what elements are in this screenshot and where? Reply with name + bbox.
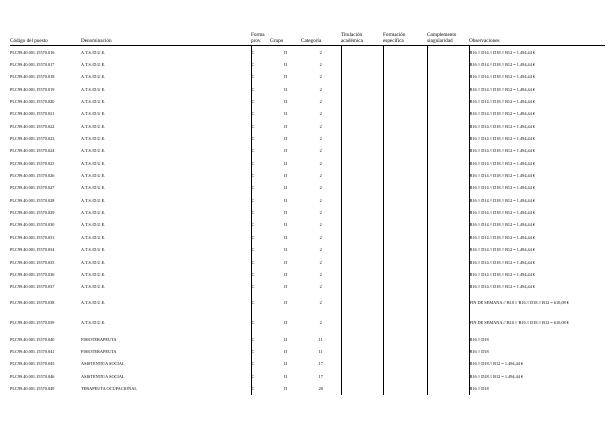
cell-formacion xyxy=(383,169,427,181)
cell-categoria: 2 xyxy=(319,210,322,216)
table-row xyxy=(10,145,605,157)
cell-categoria: 2 xyxy=(319,185,322,191)
table-row xyxy=(10,46,605,59)
cell-grupo: II xyxy=(284,259,287,265)
cell-denominacion: FISIOTERAPEUTA xyxy=(81,336,117,342)
table-row xyxy=(10,244,605,256)
cell-titulacion xyxy=(341,83,383,95)
cell-titulacion xyxy=(341,71,383,83)
cell-complemento xyxy=(427,132,469,144)
cell-complemento xyxy=(427,58,469,70)
cell-observaciones: B16 // D14 // D18 // B12 = 1.494,44 € xyxy=(469,46,605,59)
cell-formacion xyxy=(383,313,427,333)
job-positions-table xyxy=(10,32,605,395)
cell-titulacion xyxy=(341,370,383,382)
cell-grupo: II xyxy=(284,197,287,203)
table-row xyxy=(10,345,605,357)
cell-forma-prov: C xyxy=(251,231,270,243)
cell-titulacion xyxy=(341,46,383,59)
cell-grupo: II xyxy=(284,373,287,379)
cell-titulacion xyxy=(341,58,383,70)
cell-formacion xyxy=(383,206,427,218)
cell-codigo: PLC99.40.001.15570.028 xyxy=(10,197,55,203)
cell-forma-prov: C xyxy=(251,256,270,268)
cell-titulacion xyxy=(341,313,383,333)
table-row xyxy=(10,132,605,144)
cell-formacion xyxy=(383,244,427,256)
cell-titulacion xyxy=(341,358,383,370)
cell-complemento xyxy=(427,333,469,345)
cell-grupo: II xyxy=(284,271,287,277)
cell-categoria: 2 xyxy=(319,86,322,92)
cell-codigo: PLC99.40.001.15570.037 xyxy=(10,284,55,290)
table-row xyxy=(10,83,605,95)
table-row xyxy=(10,71,605,83)
cell-categoria: 2 xyxy=(319,222,322,228)
cell-grupo: II xyxy=(284,247,287,253)
cell-denominacion: A.T.S./D.U.E. xyxy=(81,197,106,203)
cell-observaciones: B16 // D14 // D18 // B12 = 1.494,44 € xyxy=(469,219,605,231)
cell-observaciones: B16 // D14 // D18 // B12 = 1.494,44 € xyxy=(469,132,605,144)
cell-grupo: II xyxy=(284,348,287,354)
cell-observaciones: B16 // D18 xyxy=(469,382,605,394)
cell-categoria: 2 xyxy=(319,259,322,265)
table-row xyxy=(10,256,605,268)
cell-forma-prov: C xyxy=(251,145,270,157)
cell-forma-prov: C xyxy=(251,46,270,59)
cell-formacion xyxy=(383,268,427,280)
cell-titulacion xyxy=(341,293,383,313)
cell-grupo: II xyxy=(284,123,287,129)
cell-complemento xyxy=(427,244,469,256)
cell-denominacion: A.T.S./D.U.E. xyxy=(81,300,106,306)
header-denominacion: Denominación xyxy=(81,32,251,46)
table-row xyxy=(10,370,605,382)
cell-denominacion: A.T.S./D.U.E. xyxy=(81,74,106,80)
cell-categoria: 2 xyxy=(319,300,322,306)
header-observaciones: Observaciones xyxy=(469,32,605,46)
cell-codigo: PLC99.40.001.15570.019 xyxy=(10,86,55,92)
cell-codigo: PLC99.40.001.15570.031 xyxy=(10,234,55,240)
cell-forma-prov: C xyxy=(251,206,270,218)
cell-observaciones: B16 // D14 // D18 // B12 = 1.494,44 € xyxy=(469,268,605,280)
cell-observaciones: B16 // D18 xyxy=(469,333,605,345)
header-complemento: Complemento singularidad xyxy=(427,32,469,46)
cell-complemento xyxy=(427,293,469,313)
cell-formacion xyxy=(383,281,427,293)
cell-categoria: 2 xyxy=(319,62,322,68)
cell-titulacion xyxy=(341,256,383,268)
cell-complemento xyxy=(427,313,469,333)
cell-denominacion: A.T.S./D.U.E. xyxy=(81,160,106,166)
cell-titulacion xyxy=(341,169,383,181)
cell-observaciones: B16 // D18 // B12 = 1.494,44 € xyxy=(469,358,605,370)
cell-forma-prov: C xyxy=(251,58,270,70)
cell-denominacion: ASISTENTE/A SOCIAL xyxy=(81,373,125,379)
cell-categoria: 20 xyxy=(318,385,323,391)
cell-complemento xyxy=(427,370,469,382)
cell-titulacion xyxy=(341,333,383,345)
cell-forma-prov: C xyxy=(251,108,270,120)
table-row xyxy=(10,157,605,169)
cell-titulacion xyxy=(341,281,383,293)
cell-grupo: II xyxy=(284,336,287,342)
cell-formacion xyxy=(383,293,427,313)
cell-complemento xyxy=(427,46,469,59)
table-row xyxy=(10,58,605,70)
cell-codigo: PLC99.40.001.15570.045 xyxy=(10,361,55,367)
cell-categoria: 2 xyxy=(319,148,322,154)
cell-formacion xyxy=(383,370,427,382)
cell-formacion xyxy=(383,345,427,357)
cell-titulacion xyxy=(341,95,383,107)
cell-titulacion xyxy=(341,382,383,394)
cell-codigo: PLC99.40.001.15570.040 xyxy=(10,336,55,342)
cell-grupo: II xyxy=(284,222,287,228)
cell-observaciones: B16 // D14 // D18 // B12 = 1.494,44 € xyxy=(469,145,605,157)
cell-complemento xyxy=(427,83,469,95)
cell-denominacion: A.T.S./D.U.E. xyxy=(81,210,106,216)
cell-titulacion xyxy=(341,145,383,157)
cell-observaciones: B16 // D14 // D18 // B12 = 1.494,44 € xyxy=(469,83,605,95)
cell-denominacion: A.T.S./D.U.E. xyxy=(81,259,106,265)
table-row xyxy=(10,120,605,132)
cell-codigo: PLC99.40.001.15570.026 xyxy=(10,173,55,179)
cell-categoria: 11 xyxy=(318,336,323,342)
cell-formacion xyxy=(383,145,427,157)
cell-titulacion xyxy=(341,345,383,357)
cell-formacion xyxy=(383,194,427,206)
cell-observaciones: B16 // D14 // D18 // B12 = 1.494,44 € xyxy=(469,256,605,268)
cell-observaciones: B16 // D14 // D18 // B12 = 1.494,44 € xyxy=(469,231,605,243)
cell-observaciones: FIN DE SEMANA // B10 // B16 // D18 // B12 = 610,08 € xyxy=(469,293,605,313)
cell-forma-prov: C xyxy=(251,194,270,206)
cell-formacion xyxy=(383,358,427,370)
cell-formacion xyxy=(383,95,427,107)
cell-complemento xyxy=(427,231,469,243)
table-row xyxy=(10,281,605,293)
cell-categoria: 2 xyxy=(319,160,322,166)
cell-formacion xyxy=(383,120,427,132)
cell-categoria: 17 xyxy=(318,373,323,379)
table-row xyxy=(10,169,605,181)
cell-formacion xyxy=(383,108,427,120)
cell-denominacion: A.T.S./D.U.E. xyxy=(81,49,106,55)
cell-codigo: PLC99.40.001.15570.018 xyxy=(10,74,55,80)
cell-denominacion: A.T.S./D.U.E. xyxy=(81,123,106,129)
cell-formacion xyxy=(383,231,427,243)
cell-observaciones: B16 // D14 // D18 // B12 = 1.494,44 € xyxy=(469,157,605,169)
cell-codigo: PLC99.40.001.15570.035 xyxy=(10,259,55,265)
cell-denominacion: A.T.S./D.U.E. xyxy=(81,185,106,191)
cell-complemento xyxy=(427,157,469,169)
cell-grupo: II xyxy=(284,86,287,92)
cell-codigo: PLC99.40.001.15570.049 xyxy=(10,385,55,391)
cell-complemento xyxy=(427,382,469,394)
cell-codigo: PLC99.40.001.15570.030 xyxy=(10,222,55,228)
cell-forma-prov: C xyxy=(251,169,270,181)
cell-forma-prov: C xyxy=(251,157,270,169)
cell-denominacion: A.T.S./D.U.E. xyxy=(81,62,106,68)
cell-complemento xyxy=(427,219,469,231)
cell-titulacion xyxy=(341,219,383,231)
cell-denominacion: A.T.S./D.U.E. xyxy=(81,86,106,92)
table-row xyxy=(10,313,605,333)
cell-complemento xyxy=(427,345,469,357)
cell-observaciones: B16 // D14 // D18 // B12 = 1.494,44 € xyxy=(469,169,605,181)
cell-formacion xyxy=(383,182,427,194)
cell-codigo: PLC99.40.001.15570.038 xyxy=(10,300,55,306)
cell-complemento xyxy=(427,182,469,194)
cell-grupo: II xyxy=(284,385,287,391)
table-header-row xyxy=(10,32,605,46)
cell-codigo: PLC99.40.001.15570.017 xyxy=(10,62,55,68)
cell-grupo: II xyxy=(284,99,287,105)
cell-titulacion xyxy=(341,206,383,218)
table-row xyxy=(10,182,605,194)
cell-grupo: II xyxy=(284,185,287,191)
table-row xyxy=(10,231,605,243)
cell-codigo: PLC99.40.001.15570.034 xyxy=(10,247,55,253)
header-titulacion: Titulación académica xyxy=(341,32,383,46)
cell-denominacion: A.T.S./D.U.E. xyxy=(81,247,106,253)
cell-titulacion xyxy=(341,108,383,120)
cell-formacion xyxy=(383,58,427,70)
cell-complemento xyxy=(427,268,469,280)
cell-denominacion: A.T.S./D.U.E. xyxy=(81,173,106,179)
cell-categoria: 2 xyxy=(319,284,322,290)
cell-titulacion xyxy=(341,194,383,206)
cell-observaciones: B16 // D18 xyxy=(469,345,605,357)
cell-forma-prov: C xyxy=(251,244,270,256)
cell-complemento xyxy=(427,169,469,181)
cell-complemento xyxy=(427,256,469,268)
table-row xyxy=(10,108,605,120)
cell-observaciones: B16 // D14 // D18 // B12 = 1.494,44 € xyxy=(469,120,605,132)
cell-observaciones: B16 // D14 // D18 // B12 = 1.494,44 € xyxy=(469,108,605,120)
cell-denominacion: A.T.S./D.U.E. xyxy=(81,271,106,277)
cell-categoria: 2 xyxy=(319,136,322,142)
cell-observaciones: B16 // D18 // B12 = 1.494,44 € xyxy=(469,370,605,382)
cell-grupo: II xyxy=(284,234,287,240)
cell-complemento xyxy=(427,206,469,218)
cell-denominacion: A.T.S./D.U.E. xyxy=(81,148,106,154)
cell-categoria: 2 xyxy=(319,234,322,240)
cell-complemento xyxy=(427,108,469,120)
table-row xyxy=(10,358,605,370)
cell-categoria: 2 xyxy=(319,99,322,105)
cell-grupo: II xyxy=(284,148,287,154)
header-grupo: Grupo xyxy=(270,32,301,46)
cell-forma-prov: C xyxy=(251,333,270,345)
cell-codigo: PLC99.40.001.15570.023 xyxy=(10,136,55,142)
cell-denominacion: A.T.S./D.U.E. xyxy=(81,99,106,105)
cell-forma-prov: C xyxy=(251,268,270,280)
cell-forma-prov: C xyxy=(251,132,270,144)
cell-grupo: II xyxy=(284,320,287,326)
cell-grupo: II xyxy=(284,160,287,166)
cell-complemento xyxy=(427,95,469,107)
cell-categoria: 2 xyxy=(319,123,322,129)
cell-forma-prov: C xyxy=(251,370,270,382)
document-page xyxy=(10,32,605,395)
cell-observaciones: FIN DE SEMANA // B10 // B16 // D18 // B12 = 610,08 € xyxy=(469,313,605,333)
cell-forma-prov: C xyxy=(251,293,270,313)
cell-codigo: PLC99.40.001.15570.046 xyxy=(10,373,55,379)
cell-denominacion: A.T.S./D.U.E. xyxy=(81,320,106,326)
cell-observaciones: B16 // D14 // D18 // B12 = 1.494,44 € xyxy=(469,71,605,83)
table-row xyxy=(10,219,605,231)
cell-denominacion: A.T.S./D.U.E. xyxy=(81,111,106,117)
cell-grupo: II xyxy=(284,111,287,117)
cell-denominacion: A.T.S./D.U.E. xyxy=(81,284,106,290)
table-row xyxy=(10,206,605,218)
cell-categoria: 2 xyxy=(319,111,322,117)
cell-observaciones: B16 // D14 // D18 // B12 = 1.494,44 € xyxy=(469,182,605,194)
table-row xyxy=(10,293,605,313)
cell-grupo: II xyxy=(284,284,287,290)
cell-denominacion: FISIOTERAPEUTA xyxy=(81,348,117,354)
cell-formacion xyxy=(383,157,427,169)
cell-formacion xyxy=(383,132,427,144)
table-row xyxy=(10,95,605,107)
cell-complemento xyxy=(427,71,469,83)
cell-complemento xyxy=(427,358,469,370)
cell-grupo: II xyxy=(284,210,287,216)
cell-titulacion xyxy=(341,157,383,169)
cell-complemento xyxy=(427,281,469,293)
cell-categoria: 11 xyxy=(318,348,323,354)
cell-grupo: II xyxy=(284,62,287,68)
cell-codigo: PLC99.40.001.15570.041 xyxy=(10,348,55,354)
cell-grupo: II xyxy=(284,136,287,142)
cell-forma-prov: C xyxy=(251,182,270,194)
header-forma-prov: Forma prov. xyxy=(251,32,270,46)
cell-formacion xyxy=(383,46,427,59)
cell-observaciones: B16 // D14 // D18 // B12 = 1.494,44 € xyxy=(469,58,605,70)
cell-forma-prov: C xyxy=(251,120,270,132)
cell-categoria: 2 xyxy=(319,74,322,80)
table-row xyxy=(10,333,605,345)
cell-categoria: 2 xyxy=(319,173,322,179)
cell-categoria: 17 xyxy=(318,361,323,367)
cell-grupo: II xyxy=(284,74,287,80)
cell-codigo: PLC99.40.001.15570.039 xyxy=(10,320,55,326)
cell-forma-prov: C xyxy=(251,71,270,83)
header-codigo: Código del puesto xyxy=(10,32,81,46)
cell-formacion xyxy=(383,83,427,95)
cell-observaciones: B16 // D14 // D18 // B12 = 1.494,44 € xyxy=(469,206,605,218)
cell-categoria: 2 xyxy=(319,197,322,203)
cell-codigo: PLC99.40.001.15570.029 xyxy=(10,210,55,216)
cell-categoria: 2 xyxy=(319,247,322,253)
cell-observaciones: B16 // D14 // D18 // B12 = 1.494,44 € xyxy=(469,95,605,107)
cell-observaciones: B16 // D14 // D18 // B12 = 1.494,44 € xyxy=(469,194,605,206)
cell-forma-prov: C xyxy=(251,83,270,95)
cell-categoria: 2 xyxy=(319,271,322,277)
cell-grupo: II xyxy=(284,300,287,306)
cell-titulacion xyxy=(341,268,383,280)
cell-formacion xyxy=(383,71,427,83)
cell-codigo: PLC99.40.001.15570.024 xyxy=(10,148,55,154)
cell-formacion xyxy=(383,382,427,394)
cell-forma-prov: C xyxy=(251,358,270,370)
cell-codigo: PLC99.40.001.15570.025 xyxy=(10,160,55,166)
cell-grupo: II xyxy=(284,361,287,367)
cell-formacion xyxy=(383,219,427,231)
cell-titulacion xyxy=(341,231,383,243)
cell-formacion xyxy=(383,333,427,345)
cell-titulacion xyxy=(341,182,383,194)
cell-forma-prov: C xyxy=(251,382,270,394)
cell-categoria: 2 xyxy=(319,320,322,326)
cell-codigo: PLC99.40.001.15570.027 xyxy=(10,185,55,191)
cell-denominacion: A.T.S./D.U.E. xyxy=(81,136,106,142)
cell-denominacion: ASISTENTE/A SOCIAL xyxy=(81,361,125,367)
table-body xyxy=(10,46,605,395)
cell-codigo: PLC99.40.001.15570.021 xyxy=(10,111,55,117)
cell-observaciones: B16 // D14 // D18 // B12 = 1.494,44 € xyxy=(469,244,605,256)
cell-forma-prov: C xyxy=(251,313,270,333)
cell-titulacion xyxy=(341,120,383,132)
cell-complemento xyxy=(427,120,469,132)
header-categoria: Categoría xyxy=(301,32,341,46)
cell-titulacion xyxy=(341,244,383,256)
cell-observaciones: B16 // D14 // D18 // B12 = 1.494,44 € xyxy=(469,281,605,293)
cell-denominacion: A.T.S./D.U.E. xyxy=(81,222,106,228)
cell-titulacion xyxy=(341,132,383,144)
cell-forma-prov: C xyxy=(251,95,270,107)
cell-grupo: II xyxy=(284,49,287,55)
cell-codigo: PLC99.40.001.15570.020 xyxy=(10,99,55,105)
cell-codigo: PLC99.40.001.15570.022 xyxy=(10,123,55,129)
cell-forma-prov: C xyxy=(251,219,270,231)
table-row xyxy=(10,268,605,280)
cell-formacion xyxy=(383,256,427,268)
cell-forma-prov: C xyxy=(251,281,270,293)
table-row xyxy=(10,194,605,206)
cell-forma-prov: C xyxy=(251,345,270,357)
cell-codigo: PLC99.40.001.15570.036 xyxy=(10,271,55,277)
header-formacion: Formación específica xyxy=(383,32,427,46)
cell-complemento xyxy=(427,145,469,157)
cell-categoria: 2 xyxy=(319,49,322,55)
cell-codigo: PLC99.40.001.15570.016 xyxy=(10,49,55,55)
cell-denominacion: A.T.S./D.U.E. xyxy=(81,234,106,240)
cell-denominacion: TERAPEUTA OCUPACIONAL xyxy=(81,385,137,391)
table-row xyxy=(10,382,605,394)
cell-grupo: II xyxy=(284,173,287,179)
cell-complemento xyxy=(427,194,469,206)
